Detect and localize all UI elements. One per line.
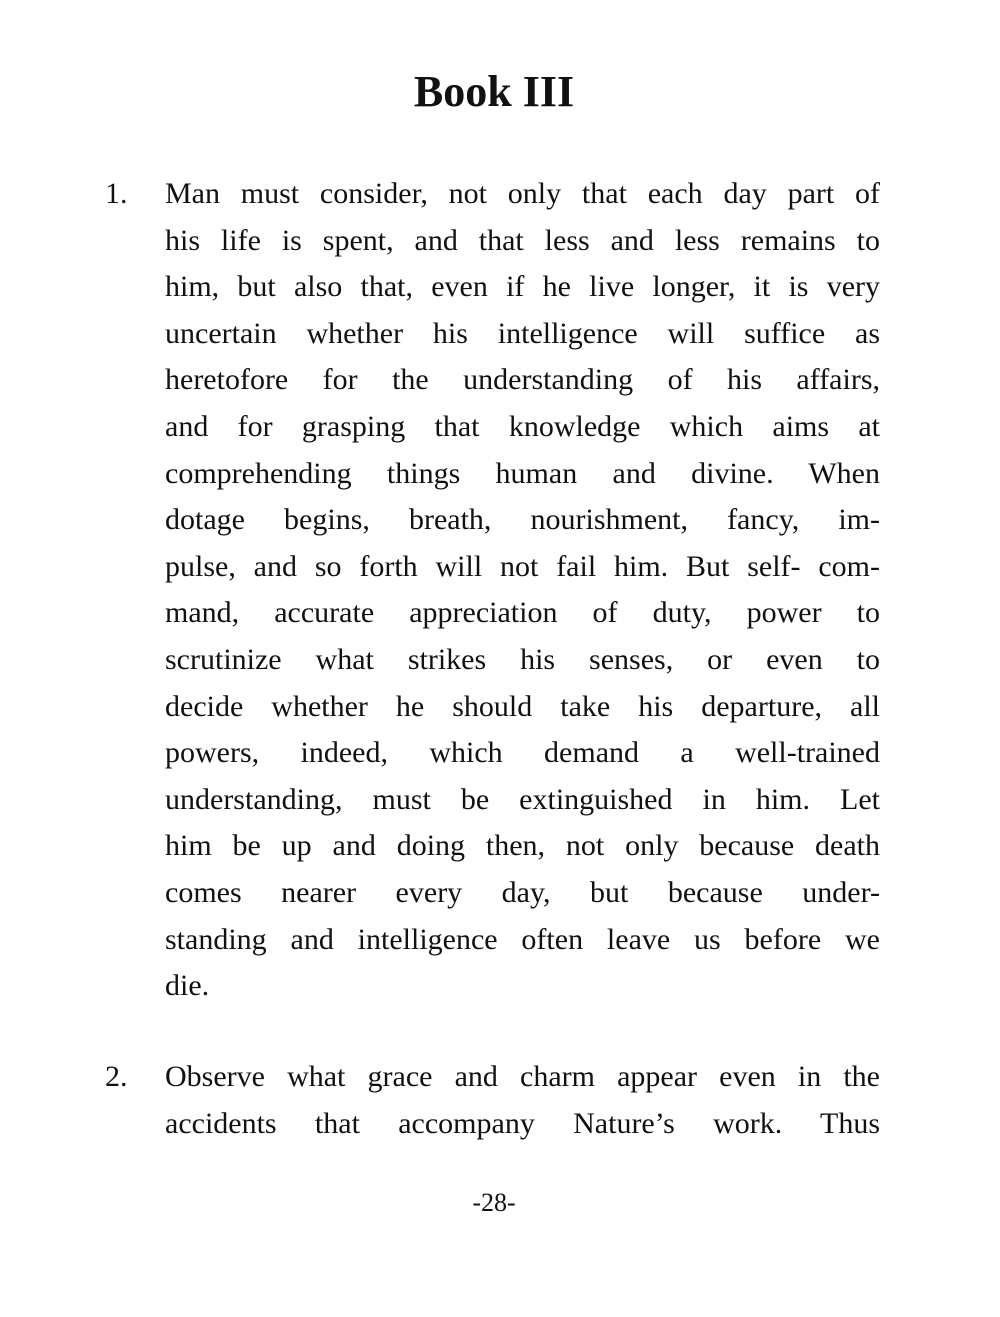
text-line: scrutinize what strikes his senses, or even to [165, 642, 880, 676]
text-line: die. [165, 969, 210, 1003]
entry-number: 2. [105, 1060, 128, 1093]
text-line: Man must consider, not only that each day part of [165, 177, 880, 210]
page-number: -28- [472, 1188, 516, 1217]
text-line: mand, accurate appreciation of duty, power to [165, 596, 880, 630]
text-line: comes nearer every day, but because under- [165, 875, 880, 909]
text-line: his life is spent, and that less and less remains to [165, 223, 880, 257]
text-line: pulse, and so forth will not fail him. But self- com- [165, 549, 880, 583]
text-line: powers, indeed, which demand a well-trained [165, 736, 880, 770]
text-line: standing and intelligence often leave us before we [165, 922, 880, 956]
text-line: and for grasping that knowledge which aims at [165, 409, 880, 443]
text-line: him be up and doing then, not only because death [165, 829, 880, 863]
entry-2 [105, 1054, 880, 1147]
text-line: uncertain whether his intelligence will suffice as [165, 316, 880, 350]
text-line: Observe what grace and charm appear even in the [165, 1060, 880, 1093]
text-line: comprehending things human and divine. When [165, 456, 880, 490]
text-line: decide whether he should take his departure, all [165, 689, 880, 723]
text-line: dotage begins, breath, nourishment, fancy, im- [165, 503, 880, 537]
entry-number: 1. [105, 177, 128, 210]
text-line: him, but also that, even if he live longer, it is very [165, 270, 880, 304]
entry-1 [105, 171, 880, 1010]
text-line: heretofore for the understanding of his affairs, [165, 363, 880, 397]
text-line: understanding, must be extinguished in him. Let [165, 782, 880, 816]
text-line: accidents that accompany Nature’s work. Thus [165, 1106, 880, 1140]
page-title: Book III [413, 67, 575, 116]
